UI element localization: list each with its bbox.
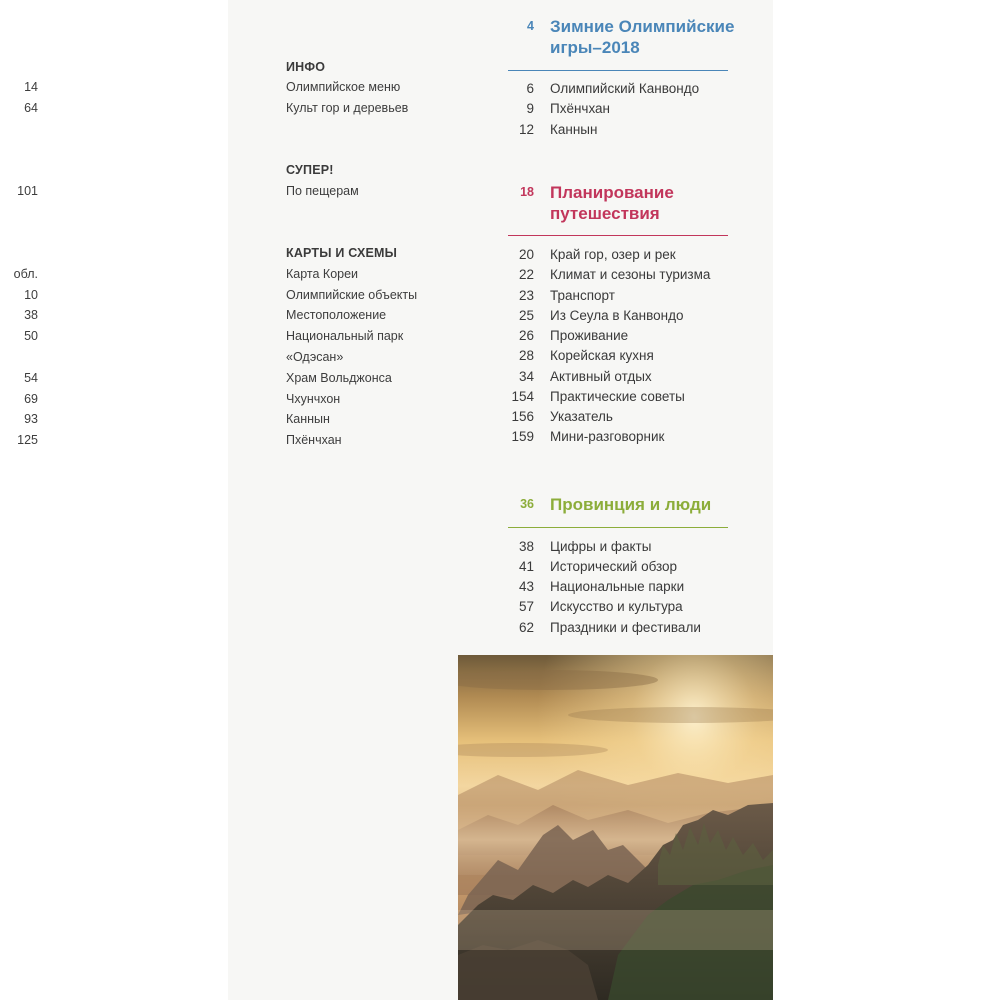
page-number: 23	[518, 288, 534, 303]
page-number: 159	[511, 429, 534, 444]
entry-title: Искусство и культура	[550, 599, 683, 614]
entry-title: Национальные парки	[550, 579, 685, 594]
entry-title: Климат и сезоны туризма	[550, 267, 711, 282]
chapter-title	[550, 182, 740, 224]
entry-title: Каннын	[286, 412, 330, 426]
section-heading-maps: КАРТЫ И СХЕМЫ	[286, 246, 398, 260]
chapter-number: 4	[527, 19, 534, 33]
page-number: 54	[24, 371, 38, 385]
page-number: 125	[17, 433, 38, 447]
page-number: 50	[24, 329, 38, 343]
chapter-title	[550, 16, 740, 58]
entry-title: По пещерам	[286, 184, 359, 198]
page-number: 41	[518, 559, 534, 574]
entry-title: Корейская кухня	[550, 348, 654, 363]
left-column	[13, 0, 458, 1000]
entry-title: Олимпийское меню	[286, 80, 401, 94]
chapter-title-line2: игры–2018	[550, 38, 640, 57]
page-number: 9	[526, 101, 534, 116]
page-number: 101	[17, 184, 38, 198]
page-number: 12	[518, 122, 534, 137]
chapter-rule	[508, 70, 728, 71]
entry-title: Олимпийский Канвондо	[550, 81, 700, 96]
entry-title: Проживание	[550, 328, 629, 343]
page-number: 14	[24, 80, 38, 94]
entry-title: Каннын	[550, 122, 598, 137]
entry-title: Храм Вольджонса	[286, 371, 392, 385]
page-number: 38	[24, 308, 38, 322]
chapter-title-line1: Планирование	[550, 183, 674, 202]
entry-title: Указатель	[550, 409, 613, 424]
chapter-rule	[508, 235, 728, 236]
page-number: 57	[518, 599, 534, 614]
entry-title: Олимпийские объекты	[286, 288, 418, 302]
page-number: обл.	[13, 267, 38, 281]
entry-title: Из Сеула в Канвондо	[550, 308, 684, 323]
entry-title: Исторический обзор	[550, 559, 678, 574]
chapter-title-line2: путешествия	[550, 204, 660, 223]
mountain-sunrise-photo	[458, 655, 773, 1000]
entry-title: Край гор, озер и рек	[550, 247, 676, 262]
section-heading-info: ИНФО	[286, 60, 326, 74]
entry-title: Местоположение	[286, 308, 387, 322]
page-number: 20	[518, 247, 534, 262]
chapter-title-line1: Зимние Олимпийские	[550, 17, 735, 36]
entry-title: Пхёнчхан	[286, 433, 342, 447]
page-number: 22	[518, 267, 534, 282]
entry-title: Цифры и факты	[550, 539, 652, 554]
page-number: 38	[518, 539, 534, 554]
entry-title: Мини-разговорник	[550, 429, 665, 444]
chapter-number: 18	[520, 185, 534, 199]
section-heading-super: СУПЕР!	[286, 163, 334, 177]
page-number: 25	[518, 308, 534, 323]
page-number: 34	[518, 369, 534, 384]
page-number: 69	[24, 392, 38, 406]
entry-title: Праздники и фестивали	[550, 620, 701, 635]
entry-title: Активный отдых	[550, 369, 652, 384]
mountain-landscape-image	[458, 655, 773, 1000]
page-number: 28	[518, 348, 534, 363]
page-number: 64	[24, 101, 38, 115]
page-number: 26	[518, 328, 534, 343]
page-number: 10	[24, 288, 38, 302]
entry-title: Транспорт	[550, 288, 615, 303]
entry-title: Культ гор и деревьев	[286, 101, 409, 115]
page-number: 6	[526, 81, 534, 96]
page-number: 93	[24, 412, 38, 426]
entry-title: Пхёнчхан	[550, 101, 611, 116]
page-number: 154	[511, 389, 534, 404]
page-number: 62	[518, 620, 534, 635]
entry-title: Национальный парк	[286, 329, 404, 343]
chapter-rule	[508, 527, 728, 528]
chapter-title	[550, 494, 740, 515]
entry-title: Практические советы	[550, 389, 685, 404]
entry-title: Карта Кореи	[286, 267, 359, 281]
page-number: 156	[511, 409, 534, 424]
chapter-title-line1: Провинция и люди	[550, 495, 712, 514]
entry-title: «Одэсан»	[286, 350, 344, 364]
entry-title: Чхунчхон	[286, 392, 341, 406]
page-number: 43	[518, 579, 534, 594]
chapter-number: 36	[520, 497, 534, 511]
right-column	[500, 0, 773, 650]
